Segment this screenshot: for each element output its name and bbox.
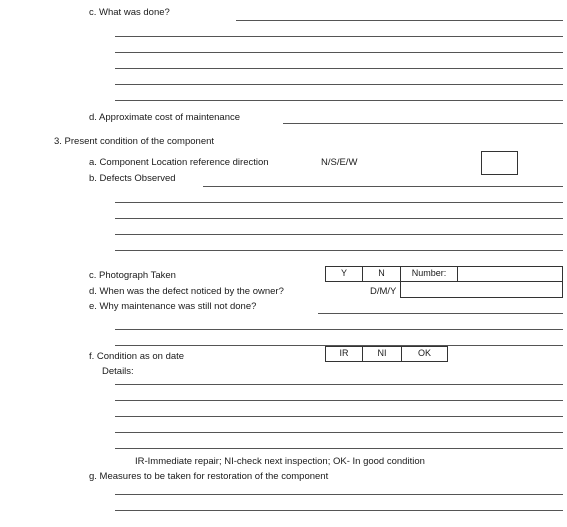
what-was-done-line-6[interactable] <box>115 100 563 101</box>
why-not-done-label: e. Why maintenance was still not done? <box>89 301 257 312</box>
what-was-done-label: c. What was done? <box>89 7 170 18</box>
condition-ok-cell[interactable]: OK <box>401 346 448 362</box>
date-format-label: D/M/Y <box>370 286 397 297</box>
condition-legend: IR-Immediate repair; NI-check next inspection; OK- In good condition <box>135 456 425 467</box>
defects-line-1[interactable] <box>203 186 563 187</box>
condition-label: f. Condition as on date <box>89 351 185 362</box>
photo-yes-cell[interactable]: Y <box>325 266 363 282</box>
what-was-done-line-5[interactable] <box>115 84 563 85</box>
defect-noticed-label: d. When was the defect noticed by the owner? <box>89 286 284 297</box>
condition-ir-cell[interactable]: IR <box>325 346 363 362</box>
defects-line-2[interactable] <box>115 202 563 203</box>
photo-number-input[interactable] <box>457 266 563 282</box>
what-was-done-line-1[interactable] <box>236 20 563 21</box>
details-line-5[interactable] <box>115 448 563 449</box>
why-not-done-line-1[interactable] <box>318 313 563 314</box>
measures-label: g. Measures to be taken for restoration of the component <box>89 471 329 482</box>
what-was-done-line-3[interactable] <box>115 52 563 53</box>
defects-observed-label: b. Defects Observed <box>89 173 176 184</box>
defect-date-input[interactable] <box>400 281 563 298</box>
what-was-done-line-4[interactable] <box>115 68 563 69</box>
approx-cost-line[interactable] <box>283 123 563 124</box>
measures-line-2[interactable] <box>115 510 563 511</box>
direction-box[interactable] <box>481 151 518 175</box>
details-line-1[interactable] <box>115 384 563 385</box>
location-reference-label: a. Component Location reference direction <box>89 157 269 168</box>
condition-ni-cell[interactable]: NI <box>362 346 402 362</box>
details-line-4[interactable] <box>115 432 563 433</box>
photograph-taken-label: c. Photograph Taken <box>89 270 176 281</box>
defects-line-4[interactable] <box>115 234 563 235</box>
photo-no-cell[interactable]: N <box>362 266 401 282</box>
measures-line-1[interactable] <box>115 494 563 495</box>
what-was-done-line-2[interactable] <box>115 36 563 37</box>
photo-number-label-cell: Number: <box>400 266 458 282</box>
details-line-2[interactable] <box>115 400 563 401</box>
defects-line-5[interactable] <box>115 250 563 251</box>
why-not-done-line-2[interactable] <box>115 329 563 330</box>
approx-cost-label: d. Approximate cost of maintenance <box>89 112 241 123</box>
defects-line-3[interactable] <box>115 218 563 219</box>
section-3-heading: 3. Present condition of the component <box>54 136 215 147</box>
details-label: Details: <box>102 366 134 377</box>
direction-options: N/S/E/W <box>321 157 358 168</box>
details-line-3[interactable] <box>115 416 563 417</box>
